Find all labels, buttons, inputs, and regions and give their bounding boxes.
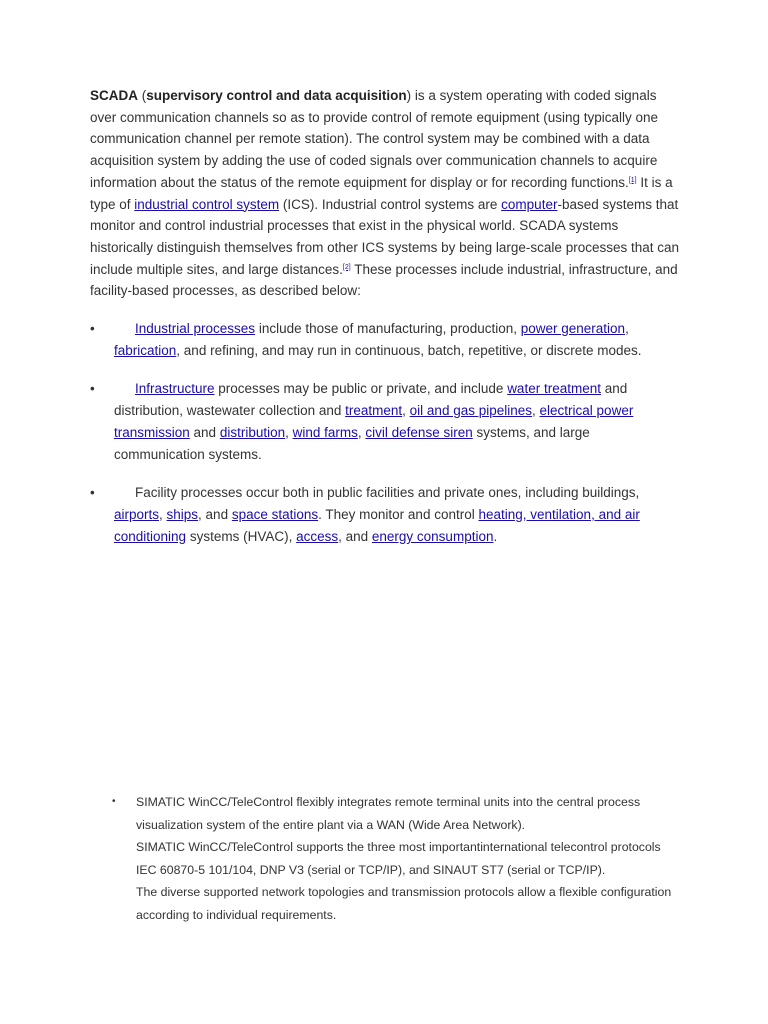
- text-fragment: and distribution, wastewater collection and: [114, 381, 628, 418]
- text-fragment: ,: [159, 507, 167, 522]
- link-wind-farms[interactable]: wind farms: [292, 425, 358, 440]
- link-infrastructure[interactable]: Infrastructure: [135, 381, 215, 396]
- simatic-list: [112, 791, 682, 926]
- text-fragment: ,: [625, 321, 629, 336]
- text-fragment: ,: [402, 403, 410, 418]
- text-fragment: , and: [338, 529, 372, 544]
- footnote-link-2[interactable]: [2]: [342, 263, 351, 271]
- simatic-line-1: SIMATIC WinCC/TeleControl flexibly integrates remote terminal units into the central process visualization system of the entire plant via a WAN (Wide Area Network).: [136, 795, 641, 832]
- link-industrial-processes[interactable]: Industrial processes: [135, 321, 256, 336]
- link-electrical-power-transmission[interactable]: electrical power transmission: [114, 403, 634, 440]
- list-item-simatic: [112, 791, 682, 926]
- term-expansion: supervisory control and data acquisition: [146, 88, 407, 103]
- link-space-stations[interactable]: space stations: [231, 507, 319, 522]
- link-industrial-control-system[interactable]: industrial control system: [134, 196, 280, 212]
- text-fragment: ,: [285, 425, 293, 440]
- link-access[interactable]: access: [296, 529, 339, 544]
- text-fragment: These processes include industrial, infrastructure, and facility-based processes, as described below:: [90, 261, 678, 299]
- text-fragment: include those of manufacturing, production,: [255, 321, 521, 336]
- link-distribution[interactable]: distribution: [219, 425, 286, 440]
- text-fragment: processes may be public or private, and include: [214, 381, 508, 396]
- link-fabrication[interactable]: fabrication: [114, 343, 177, 358]
- text-fragment: .: [493, 529, 498, 544]
- link-water-treatment[interactable]: water treatment: [507, 381, 601, 396]
- text-fragment: It is a type of: [90, 174, 673, 212]
- link-computer[interactable]: computer: [501, 196, 558, 212]
- link-ships[interactable]: ships: [166, 507, 199, 522]
- link-hvac[interactable]: heating, ventilation, and air conditioning: [114, 507, 640, 544]
- text-fragment: systems (HVAC),: [186, 529, 297, 544]
- bullet-icon: •: [90, 321, 95, 336]
- bullet-icon: •: [112, 796, 116, 807]
- bullet-icon: •: [90, 485, 95, 500]
- text-fragment: ,: [532, 403, 540, 418]
- text-fragment: ,: [357, 425, 366, 440]
- simatic-line-2: SIMATIC WinCC/TeleControl supports the three most importantinternational telecontrol protocols IEC 60870-5 101/104, DNP V3 (serial or TCP/IP), and SINAUT ST7 (serial or TCP/IP).: [136, 840, 661, 877]
- text-fragment: and: [189, 425, 220, 440]
- link-airports[interactable]: airports: [114, 507, 160, 522]
- text-fragment: , and: [198, 507, 232, 522]
- link-power-generation[interactable]: power generation: [520, 321, 626, 336]
- link-oil-gas-pipelines[interactable]: oil and gas pipelines: [409, 403, 533, 418]
- link-treatment[interactable]: treatment: [345, 403, 403, 418]
- list-item-industrial: [90, 318, 680, 362]
- text-fragment: ) is a system operating with coded signals over communication channels so as to provide control of remote equipment (using typically one communication channel per remote station). The control system may be combined with a data acquisition system by adding the use of coded signals over communication channels to acquire information about the status of the remote equipment for display or for recording functions.: [90, 88, 659, 190]
- scada-intro-paragraph: [90, 85, 680, 302]
- link-civil-defense-siren[interactable]: civil defense siren: [365, 425, 473, 440]
- text-fragment: systems, and large communication systems.: [114, 425, 590, 462]
- bullet-icon: •: [90, 381, 95, 396]
- text-fragment: (: [138, 88, 147, 103]
- footnote-link-1[interactable]: [1]: [628, 176, 637, 184]
- term-scada: SCADA: [90, 88, 139, 103]
- text-fragment: , and refining, and may run in continuous, batch, repetitive, or discrete modes.: [176, 343, 642, 358]
- list-item-facility: [90, 482, 680, 548]
- text-fragment: . They monitor and control: [318, 507, 479, 522]
- text-fragment: Facility processes occur both in public facilities and private ones, including buildings,: [135, 485, 640, 500]
- text-fragment: (ICS). Industrial control systems are: [279, 196, 502, 212]
- list-item-infrastructure: [90, 378, 680, 466]
- text-fragment: -based systems that monitor and control industrial processes that exist in the physical world. SCADA systems historically distinguish themselves from other ICS systems by being large-scale processes that can include multiple sites, and large distances.: [90, 196, 680, 277]
- link-energy-consumption[interactable]: energy consumption: [371, 529, 494, 544]
- simatic-line-3: The diverse supported network topologies and transmission protocols allow a flexible configuration according to individual requirements.: [136, 885, 672, 922]
- process-types-list: [90, 318, 680, 564]
